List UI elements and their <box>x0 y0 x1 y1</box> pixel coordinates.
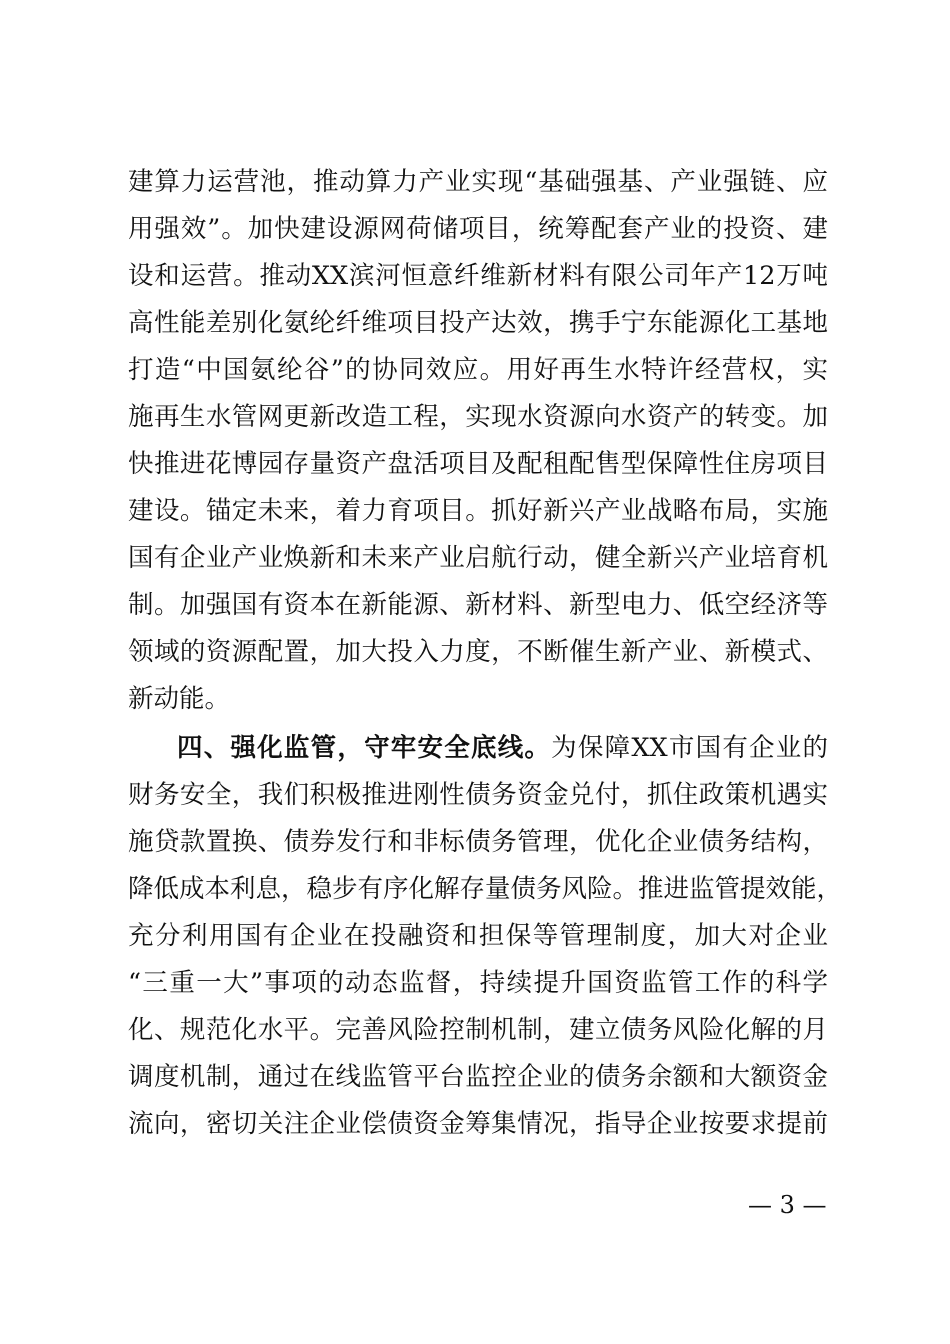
text-line: 用强效”。加快建设源网荷储项目，统筹配套产业的投资、建 <box>128 214 828 244</box>
text-line: 快推进花博园存量资产盘活项目及配租配售型保障性住房项目 <box>128 449 828 479</box>
text-line: 高性能差别化氨纶纤维项目投产达效，携手宁东能源化工基地 <box>128 308 828 338</box>
text-line: 制。加强国有资本在新能源、新材料、新型电力、低空经济等 <box>128 590 828 620</box>
text-line: 财务安全，我们积极推进刚性债务资金兑付，抓住政策机遇实 <box>128 780 828 810</box>
text-line: 打造“中国氨纶谷”的协同效应。用好再生水特许经营权，实 <box>128 355 828 385</box>
text-line: 国有企业产业焕新和未来产业启航行动，健全新兴产业培育机 <box>128 543 828 573</box>
page-number: — 3 — <box>748 1191 827 1219</box>
text-line: 流向，密切关注企业偿债资金筹集情况，指导企业按要求提前 <box>128 1109 828 1139</box>
text-line: 施贷款置换、债券发行和非标债务管理，优化企业债务结构， <box>128 827 828 857</box>
text-line: 建算力运营池，推动算力产业实现“基础强基、产业强链、应 <box>128 167 828 197</box>
text-line: 建设。锚定未来，着力育项目。抓好新兴产业战略布局，实施 <box>128 496 828 526</box>
text-line: 设和运营。推动XX滨河恒意纤维新材料有限公司年产12万吨 <box>128 261 828 291</box>
text-line: 化、规范化水平。完善风险控制机制，建立债务风险化解的月 <box>128 1015 828 1045</box>
text-line: “三重一大”事项的动态监督，持续提升国资监管工作的科学 <box>128 968 828 998</box>
text-line: 新动能。 <box>128 684 231 714</box>
section-heading: 四、强化监管，守牢安全底线。 <box>177 733 552 763</box>
text-line: 调度机制，通过在线监管平台监控企业的债务余额和大额资金 <box>128 1062 828 1092</box>
paragraph-2-first-line <box>177 733 828 763</box>
text-line: 降低成本利息，稳步有序化解存量债务风险。推进监管提效能， <box>128 874 843 904</box>
text-line: 领域的资源配置，加大投入力度，不断催生新产业、新模式、 <box>128 637 828 667</box>
text-line: 充分利用国有企业在投融资和担保等管理制度，加大对企业 <box>128 921 828 951</box>
text-run: 为保障XX市国有企业的 <box>551 733 828 763</box>
text-line: 施再生水管网更新改造工程，实现水资源向水资产的转变。加 <box>128 402 828 432</box>
